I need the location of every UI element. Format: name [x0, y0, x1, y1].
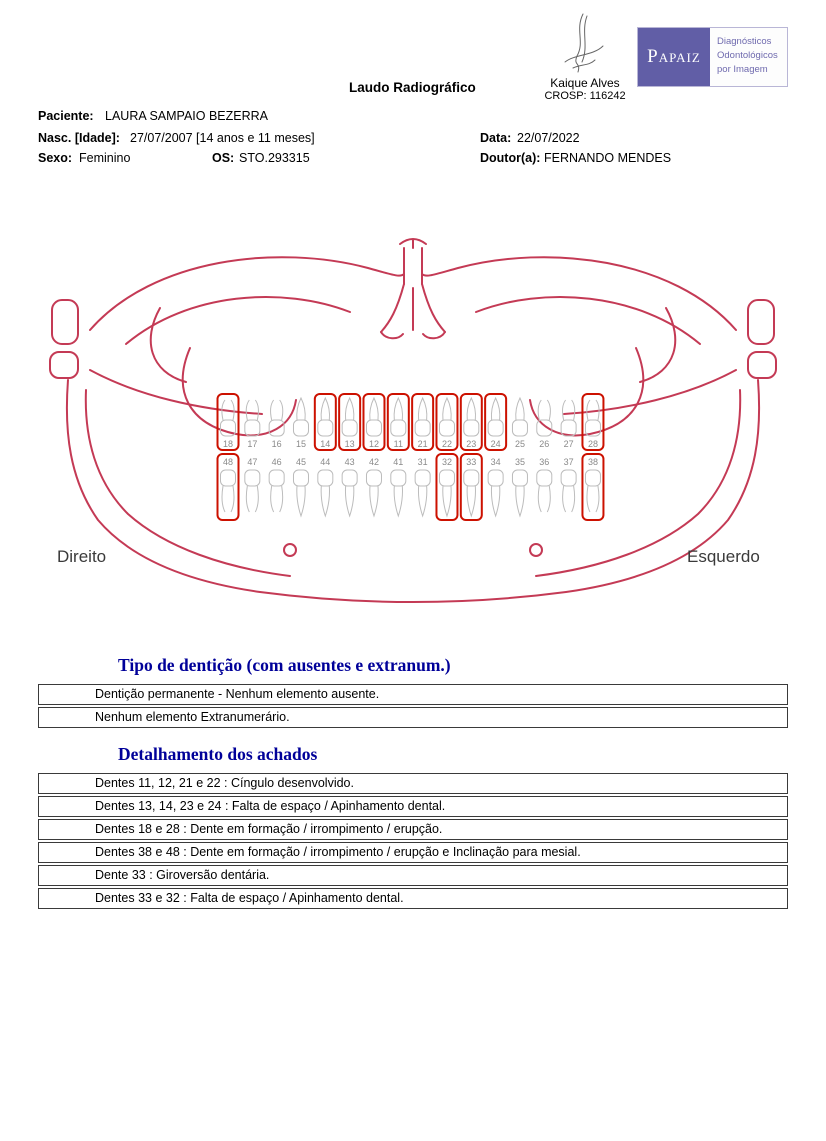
svg-text:36: 36	[539, 457, 550, 467]
section-title-dentition: Tipo de dentição (com ausentes e extranum.)	[118, 655, 451, 675]
signer-name: Kaique Alves	[550, 76, 620, 90]
svg-text:21: 21	[417, 439, 428, 449]
odontogram	[38, 228, 788, 623]
svg-text:47: 47	[247, 457, 258, 467]
svg-text:15: 15	[295, 439, 306, 449]
finding-row: Dentição permanente - Nenhum elemento ausente.	[38, 684, 788, 705]
svg-text:26: 26	[539, 439, 550, 449]
side-label-left-of-patient: Esquerdo	[687, 547, 760, 566]
svg-text:28: 28	[587, 439, 598, 449]
svg-text:23: 23	[466, 439, 477, 449]
papaiz-logo	[637, 27, 788, 87]
finding-row: Nenhum elemento Extranumerário.	[38, 707, 788, 728]
svg-text:45: 45	[295, 457, 306, 467]
signature-scribble	[545, 12, 615, 76]
finding-row: Dentes 18 e 28 : Dente em formação / irrompimento / erupção.	[38, 819, 788, 840]
svg-text:38: 38	[587, 457, 598, 467]
svg-text:41: 41	[393, 457, 404, 467]
svg-text:37: 37	[563, 457, 574, 467]
birth-value: 27/07/2007 [14 anos e 11 meses]	[130, 131, 315, 145]
svg-text:34: 34	[490, 457, 501, 467]
finding-row: Dente 33 : Giroversão dentária.	[38, 865, 788, 886]
svg-text:32: 32	[441, 457, 452, 467]
os-value: STO.293315	[239, 151, 310, 165]
doctor-label: Doutor(a):	[480, 151, 541, 165]
svg-text:43: 43	[344, 457, 355, 467]
finding-row: Dentes 33 e 32 : Falta de espaço / Apinhamento dental.	[38, 888, 788, 909]
teeth-numbers	[223, 439, 598, 467]
signer-crosp: CROSP: 116242	[544, 90, 626, 102]
dentition-table	[38, 684, 788, 730]
os-label: OS:	[212, 151, 235, 165]
sex-label: Sexo:	[38, 151, 73, 165]
svg-text:33: 33	[466, 457, 477, 467]
date-value: 22/07/2022	[517, 131, 580, 145]
svg-text:27: 27	[563, 439, 574, 449]
section-title-findings: Detalhamento dos achados	[118, 744, 318, 764]
logo-brand-block	[638, 28, 710, 86]
doctor-value: FERNANDO MENDES	[544, 151, 672, 165]
date-label: Data:	[480, 131, 512, 145]
svg-text:46: 46	[271, 457, 282, 467]
svg-text:22: 22	[441, 439, 452, 449]
finding-row: Dentes 38 e 48 : Dente em formação / irrompimento / erupção e Inclinação para mesial.	[38, 842, 788, 863]
patient-name-label: Paciente:	[38, 109, 94, 123]
svg-text:14: 14	[320, 439, 331, 449]
svg-text:18: 18	[222, 439, 234, 449]
findings-table	[38, 773, 788, 911]
svg-text:13: 13	[344, 439, 355, 449]
svg-text:16: 16	[271, 439, 282, 449]
finding-row: Dentes 13, 14, 23 e 24 : Falta de espaço / Apinhamento dental.	[38, 796, 788, 817]
svg-text:31: 31	[417, 457, 428, 467]
svg-text:12: 12	[368, 439, 379, 449]
odontogram-svg	[38, 228, 788, 618]
svg-text:24: 24	[490, 439, 501, 449]
svg-text:17: 17	[247, 439, 258, 449]
svg-text:44: 44	[320, 457, 331, 467]
report-title: Laudo Radiográfico	[349, 80, 476, 95]
svg-text:11: 11	[393, 439, 403, 449]
sex-value: Feminino	[79, 151, 131, 165]
logo-tagline: Diagnósticos Odontológicos por Imagem	[717, 36, 778, 75]
svg-text:35: 35	[514, 457, 525, 467]
patient-name-value: LAURA SAMPAIO BEZERRA	[105, 109, 269, 123]
logo-brand-text: Papaiz	[647, 46, 701, 67]
svg-text:25: 25	[514, 439, 525, 449]
svg-text:48: 48	[222, 457, 234, 467]
svg-text:42: 42	[368, 457, 379, 467]
finding-row: Dentes 11, 12, 21 e 22 : Cíngulo desenvolvido.	[38, 773, 788, 794]
birth-label: Nasc. [Idade]:	[38, 131, 120, 145]
side-label-right-of-patient: Direito	[57, 547, 107, 566]
